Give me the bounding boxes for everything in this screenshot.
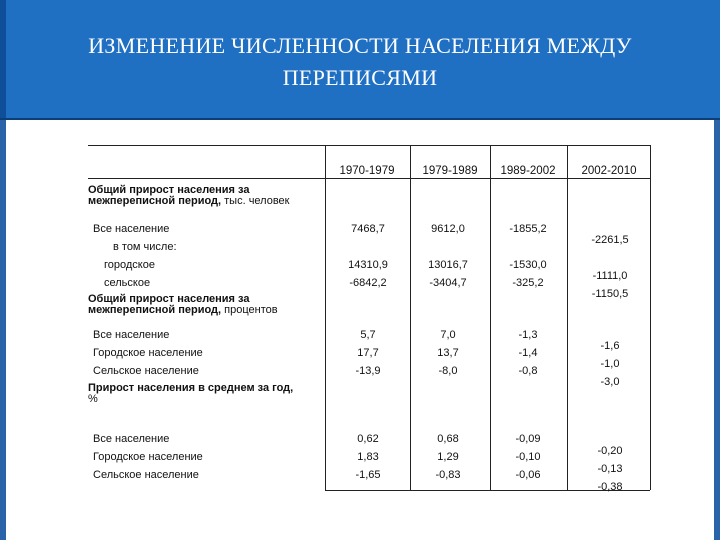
- row-label: Все население: [93, 329, 170, 341]
- column-separator: [650, 145, 651, 490]
- cell-value: 0,68: [437, 433, 459, 445]
- cell-value: 1,83: [357, 451, 379, 463]
- cell-value-2002: -1111,0: [592, 270, 628, 282]
- cell-value-2002: -3,0: [600, 376, 620, 388]
- cell-value-2002: -0,38: [597, 481, 623, 493]
- cell-value: 0,62: [357, 433, 379, 445]
- cell-value-2002: -0,13: [597, 463, 623, 475]
- cell-value: 17,7: [357, 347, 379, 359]
- section-title-unit: тыс. человек: [221, 195, 290, 207]
- row-label: городское: [104, 259, 155, 271]
- column-header: 1970-1979: [339, 165, 395, 177]
- section-title-unit: %: [88, 393, 98, 405]
- row-label: сельское: [104, 277, 151, 289]
- cell-value-2002: -1,0: [600, 358, 620, 370]
- header-bottom-rule: [88, 178, 650, 179]
- cell-value: -1530,0: [509, 259, 547, 271]
- row-label: в том числе:: [113, 241, 177, 253]
- row-label: Сельское население: [93, 469, 199, 481]
- cell-value: 14310,9: [348, 259, 388, 271]
- cell-value-2002: -1,6: [600, 340, 620, 352]
- section-title: [88, 294, 328, 316]
- section-title-bold: Прирост населения в среднем за год,: [88, 382, 294, 394]
- slide-title: ИЗМЕНЕНИЕ ЧИСЛЕННОСТИ НАСЕЛЕНИЯ МЕЖДУ ПЕРЕПИСЯМИ: [88, 33, 632, 90]
- right-frame-bar: [714, 120, 720, 540]
- row-label: Городское население: [93, 451, 203, 463]
- cell-value: -1,4: [518, 347, 538, 359]
- section-title-bold: Общий прирост населения за межпереписной период,: [88, 184, 250, 207]
- cell-value: -0,83: [435, 469, 461, 481]
- left-frame-bar: [0, 120, 6, 540]
- slide-header: [0, 0, 720, 120]
- cell-value: 5,7: [360, 329, 376, 341]
- cell-value: -6842,2: [349, 277, 387, 289]
- cell-value: 7,0: [440, 329, 456, 341]
- column-header: 1979-1989: [422, 165, 478, 177]
- cell-value: -1,65: [355, 469, 381, 481]
- cell-value: -1,3: [518, 329, 538, 341]
- cell-value: 13016,7: [428, 259, 468, 271]
- cell-value: -8,0: [438, 365, 458, 377]
- column-header: 1989-2002: [500, 165, 556, 177]
- row-label: Все население: [93, 223, 170, 235]
- cell-value: -0,8: [518, 365, 538, 377]
- cell-value: -0,10: [515, 451, 541, 463]
- cell-value: 13,7: [437, 347, 459, 359]
- row-label: Все население: [93, 433, 170, 445]
- cell-value: 1,29: [437, 451, 459, 463]
- header-edge: [0, 0, 6, 118]
- cell-value: -3404,7: [429, 277, 467, 289]
- section-title: [88, 185, 328, 207]
- cell-value-2002: -2261,5: [591, 234, 629, 246]
- section-title-unit: процентов: [221, 304, 278, 316]
- table-top-rule: [88, 145, 650, 146]
- cell-value: 7468,7: [351, 223, 385, 235]
- cell-value: -1855,2: [509, 223, 547, 235]
- section-title-bold: Общий прирост населения за межпереписной период,: [88, 293, 250, 316]
- cell-value-2002: -0,20: [597, 445, 623, 457]
- cell-value: -0,09: [515, 433, 541, 445]
- cell-value: -325,2: [512, 277, 544, 289]
- cell-value-2002: -1150,5: [591, 288, 629, 300]
- cell-value: 9612,0: [431, 223, 465, 235]
- row-label: Сельское население: [93, 365, 199, 377]
- section-title: [88, 383, 328, 405]
- row-label: Городское население: [93, 347, 203, 359]
- cell-value: -13,9: [355, 365, 381, 377]
- cell-value: -0,06: [515, 469, 541, 481]
- column-header: 2002-2010: [581, 165, 637, 177]
